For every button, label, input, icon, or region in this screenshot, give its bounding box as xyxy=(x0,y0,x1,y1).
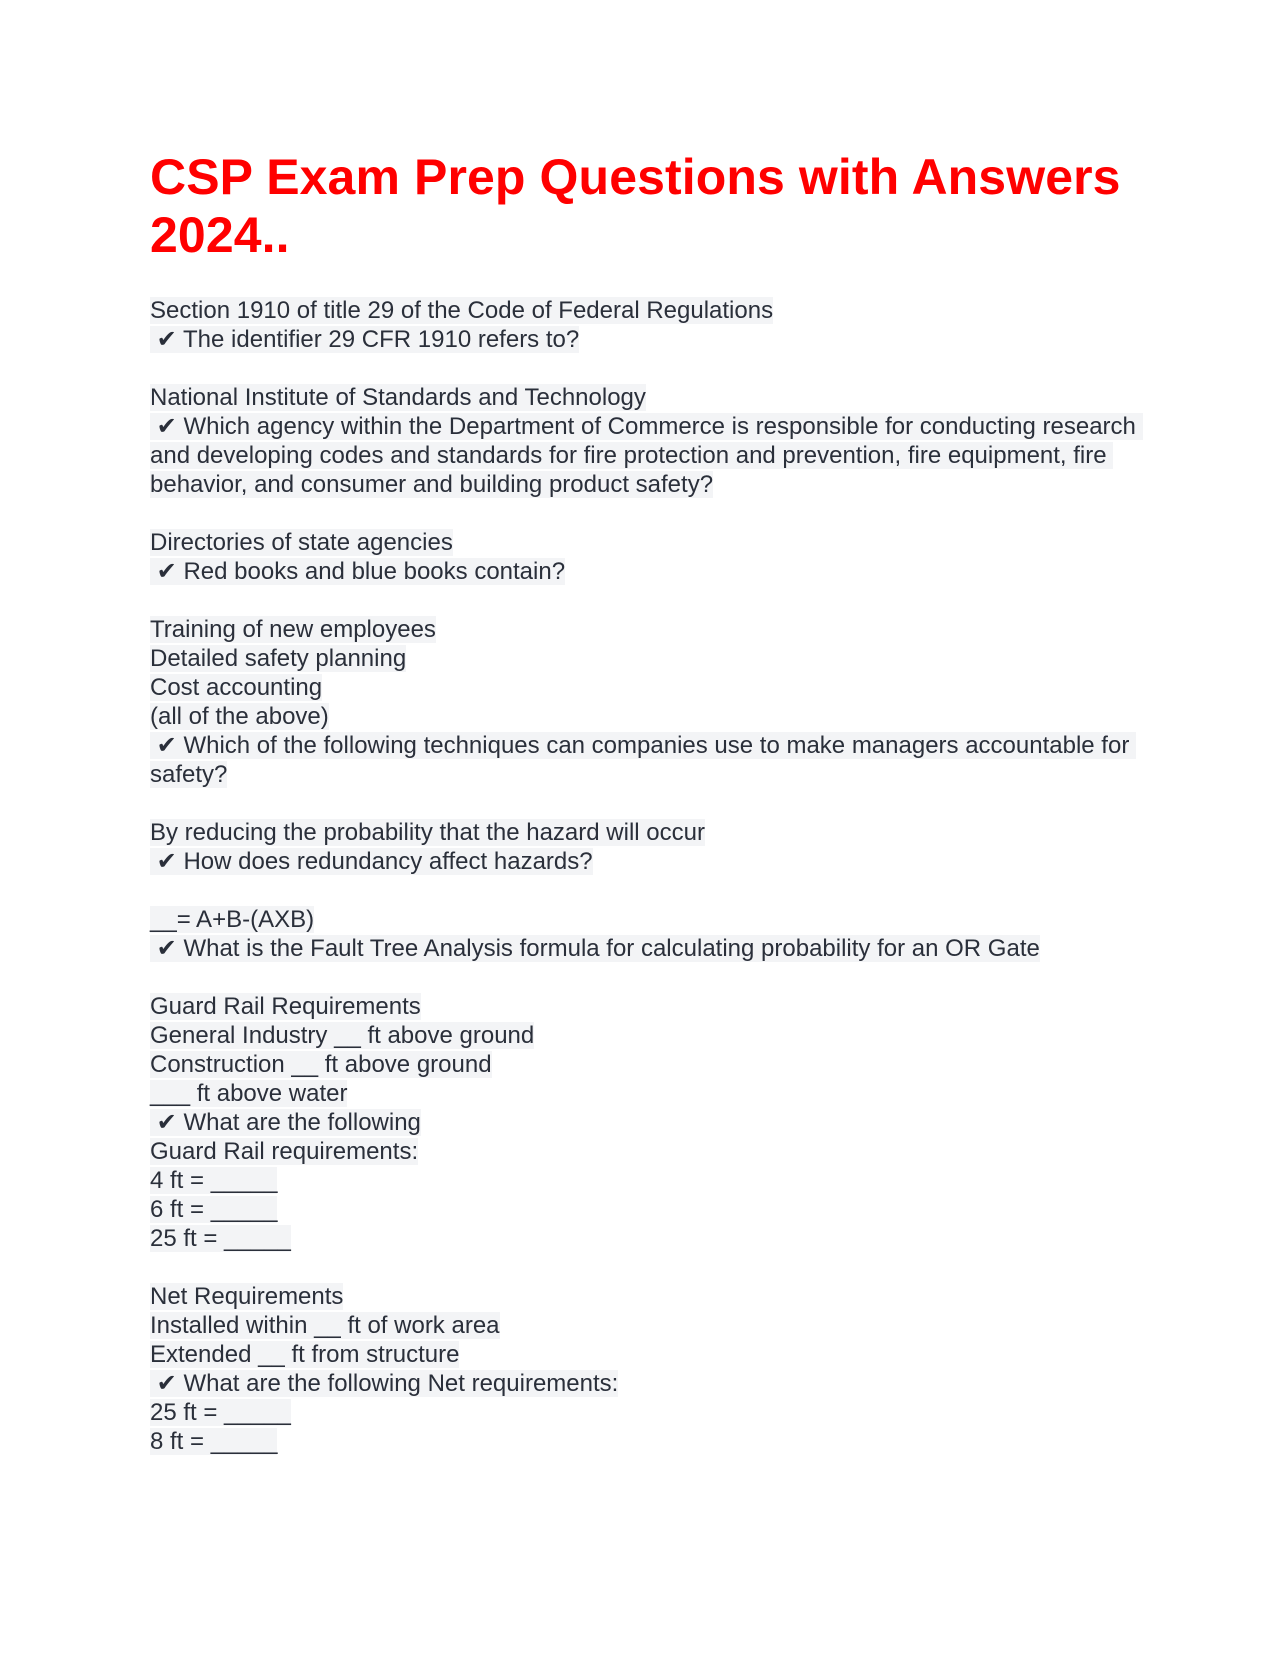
answer-line: (all of the above) xyxy=(150,703,329,730)
question-line: ✔ What is the Fault Tree Analysis formula for calculating probability for an OR Gate xyxy=(150,935,1040,962)
answer-line: Directories of state agencies xyxy=(150,529,453,556)
question-line: ✔ What are the following xyxy=(150,1109,421,1136)
question-line: 25 ft = _____ xyxy=(150,1225,291,1252)
qa-list xyxy=(150,296,1143,1456)
answer-line: Installed within __ ft of work area xyxy=(150,1312,500,1339)
qa-item xyxy=(150,296,1140,354)
question-line: ✔ What are the following Net requirements: xyxy=(150,1370,619,1397)
question-line: ✔ The identifier 29 CFR 1910 refers to? xyxy=(150,326,580,353)
answer-line: __= A+B-(AXB) xyxy=(150,906,315,933)
question-line: ✔ Which of the following techniques can companies use to make managers accountable for safety? xyxy=(150,732,1136,788)
answer-line: National Institute of Standards and Technology xyxy=(150,384,646,411)
question-line: ✔ Red books and blue books contain? xyxy=(150,558,566,585)
qa-item xyxy=(150,1282,1140,1456)
answer-line: Construction __ ft above ground xyxy=(150,1051,492,1078)
answer-line: Training of new employees xyxy=(150,616,436,643)
question-line: 25 ft = _____ xyxy=(150,1399,291,1426)
answer-line: Extended __ ft from structure xyxy=(150,1341,460,1368)
answer-line: By reducing the probability that the hazard will occur xyxy=(150,819,705,846)
document-title: CSP Exam Prep Questions with Answers 2024.. xyxy=(150,149,1121,263)
qa-item xyxy=(150,992,1140,1253)
answer-line: Net Requirements xyxy=(150,1283,344,1310)
answer-line: Cost accounting xyxy=(150,674,323,701)
question-line: 4 ft = _____ xyxy=(150,1167,278,1194)
qa-item xyxy=(150,818,1140,876)
qa-item xyxy=(150,905,1140,963)
qa-item xyxy=(150,383,1143,499)
question-line: ✔ How does redundancy affect hazards? xyxy=(150,848,593,875)
answer-line: Detailed safety planning xyxy=(150,645,407,672)
question-line: 6 ft = _____ xyxy=(150,1196,278,1223)
answer-line: Guard Rail Requirements xyxy=(150,993,421,1020)
qa-item xyxy=(150,615,1140,789)
qa-item xyxy=(150,528,1140,586)
answer-line: ___ ft above water xyxy=(150,1080,348,1107)
document-page xyxy=(150,148,1143,1485)
answer-line: General Industry __ ft above ground xyxy=(150,1022,535,1049)
question-line: ✔ Which agency within the Department of Commerce is responsible for conducting research and developing codes and standards for fire protection and prevention, fire equipment, fire behavior, and consumer and building product safety? xyxy=(150,413,1143,498)
question-line: Guard Rail requirements: xyxy=(150,1138,419,1165)
question-line: 8 ft = _____ xyxy=(150,1428,278,1455)
answer-line: Section 1910 of title 29 of the Code of Federal Regulations xyxy=(150,297,774,324)
